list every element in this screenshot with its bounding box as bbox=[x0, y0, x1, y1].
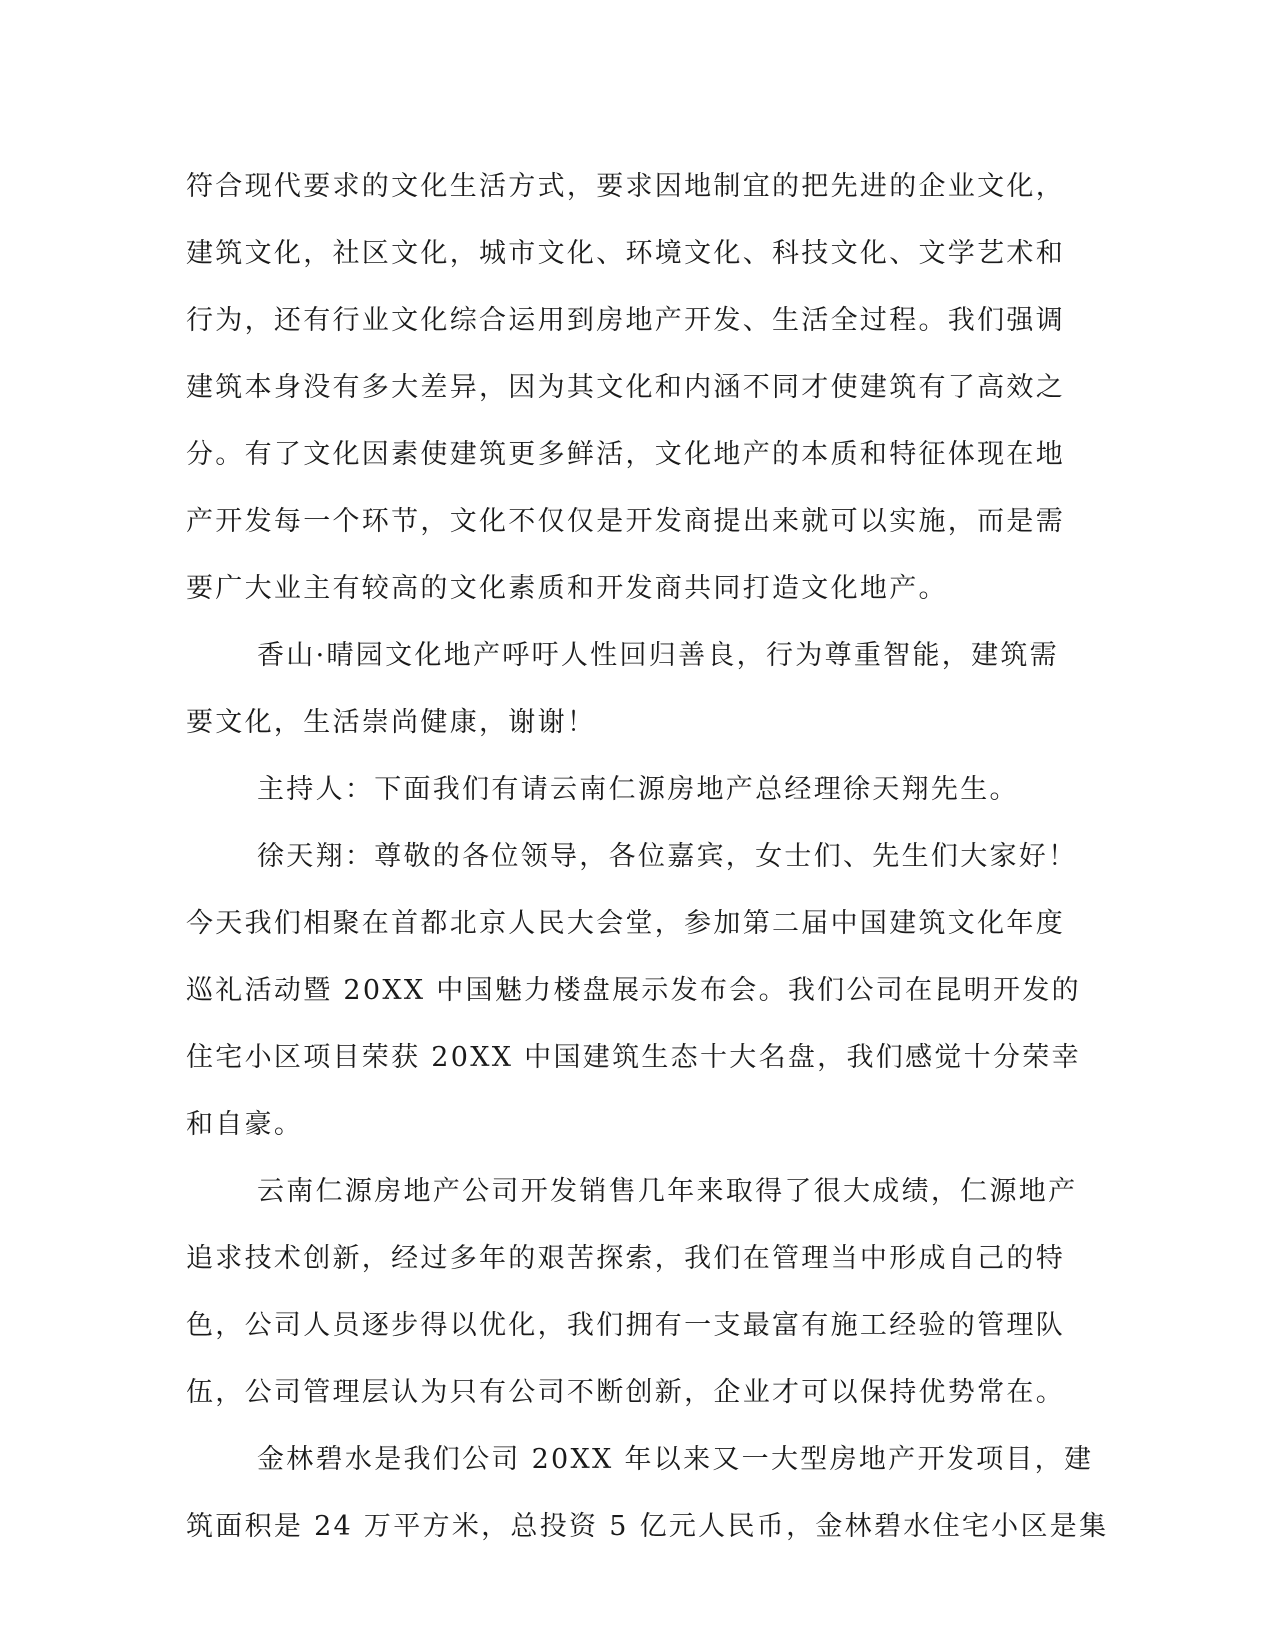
text-line: 筑面积是 24 万平方米，总投资 5 亿元人民币，金林碧水住宅小区是集 bbox=[186, 1511, 1109, 1542]
text-line: 伍，公司管理层认为只有公司不断创新，企业才可以保持优势常在。 bbox=[186, 1377, 1065, 1408]
text-line: 产开发每一个环节，文化不仅仅是开发商提出来就可以实施，而是需 bbox=[186, 506, 1065, 537]
text-line: 要广大业主有较高的文化素质和开发商共同打造文化地产。 bbox=[186, 573, 948, 604]
paragraph-first-line: 云南仁源房地产公司开发销售几年来取得了很大成绩，仁源地产 bbox=[257, 1176, 1078, 1207]
text-line: 分。有了文化因素使建筑更多鲜活，文化地产的本质和特征体现在地 bbox=[186, 439, 1065, 470]
text-line: 要文化，生活崇尚健康，谢谢！ bbox=[186, 707, 597, 738]
body-text bbox=[186, 153, 1109, 1560]
text-line: 符合现代要求的文化生活方式，要求因地制宜的把先进的企业文化， bbox=[186, 171, 1065, 202]
text-line: 行为，还有行业文化综合运用到房地产开发、生活全过程。我们强调 bbox=[186, 305, 1065, 336]
paragraph-first-line: 金林碧水是我们公司 20XX 年以来又一大型房地产开发项目，建 bbox=[257, 1444, 1094, 1475]
text-line: 巡礼活动暨 20XX 中国魅力楼盘展示发布会。我们公司在昆明开发的 bbox=[186, 975, 1081, 1006]
paragraph-first-line: 徐天翔：尊敬的各位领导，各位嘉宾，女士们、先生们大家好！ bbox=[257, 841, 1078, 872]
text-line: 住宅小区项目荣获 20XX 中国建筑生态十大名盘，我们感觉十分荣幸 bbox=[186, 1042, 1081, 1073]
text-line: 和自豪。 bbox=[186, 1109, 304, 1140]
text-line: 色，公司人员逐步得以优化，我们拥有一支最富有施工经验的管理队 bbox=[186, 1310, 1065, 1341]
text-line: 建筑文化，社区文化，城市文化、环境文化、科技文化、文学艺术和 bbox=[186, 238, 1065, 269]
text-line: 追求技术创新，经过多年的艰苦探索，我们在管理当中形成自己的特 bbox=[186, 1243, 1065, 1274]
text-line: 建筑本身没有多大差异，因为其文化和内涵不同才使建筑有了高效之 bbox=[186, 372, 1065, 403]
paragraph-first-line: 主持人：下面我们有请云南仁源房地产总经理徐天翔先生。 bbox=[257, 774, 1019, 805]
text-line: 今天我们相聚在首都北京人民大会堂，参加第二届中国建筑文化年度 bbox=[186, 908, 1065, 939]
paragraph-first-line: 香山·晴园文化地产呼吁人性回归善良，行为尊重智能，建筑需 bbox=[257, 640, 1059, 671]
